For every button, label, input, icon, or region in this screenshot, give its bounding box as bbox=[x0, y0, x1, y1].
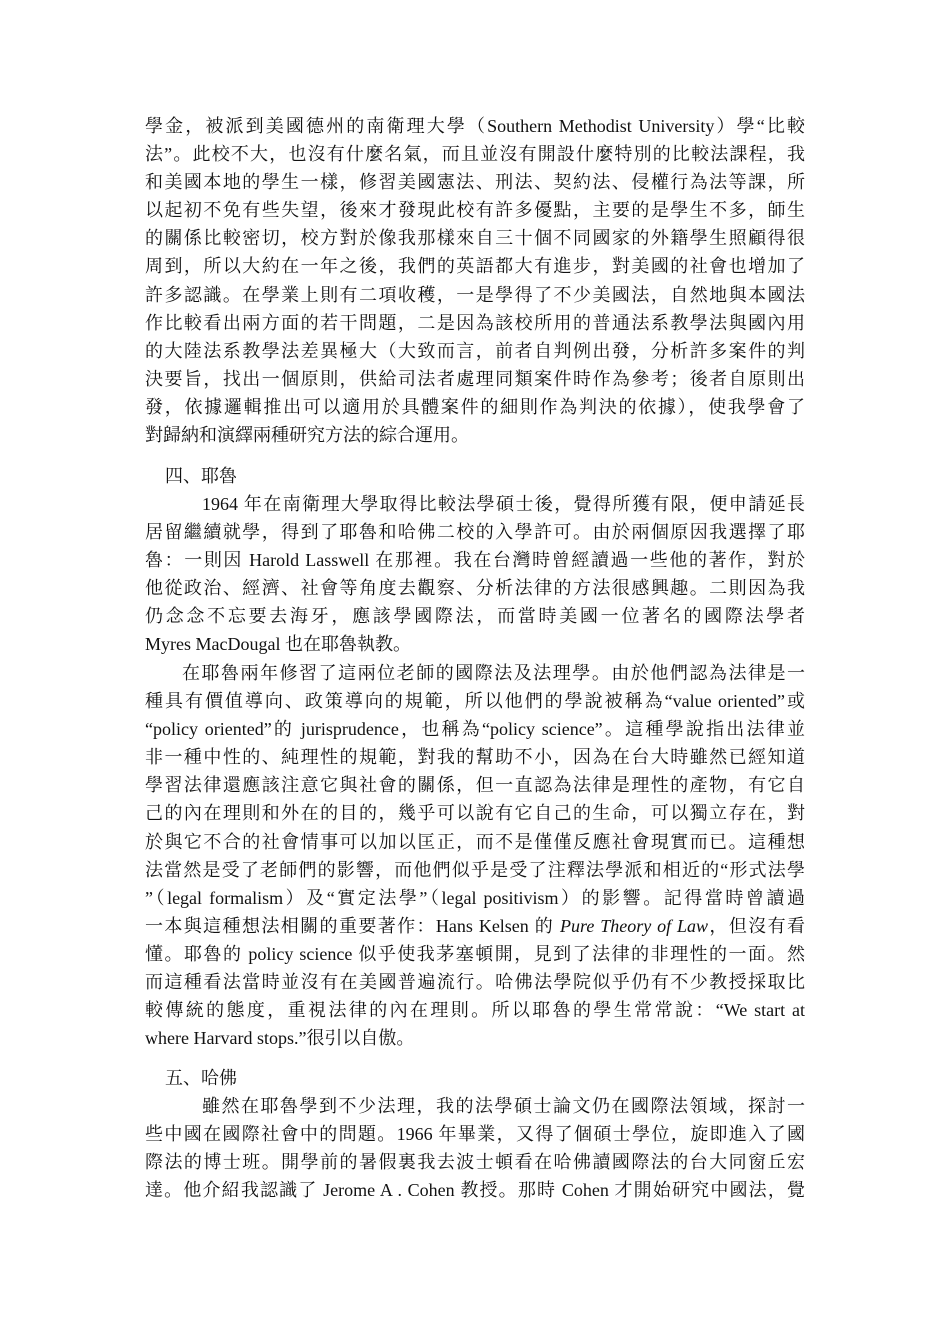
section4-paragraph-1 bbox=[145, 490, 805, 659]
text-line: 種具有價值導向、政策導向的規範，所以他們的學說被稱為“value oriented”或 bbox=[145, 691, 805, 712]
text-line: 作比較看出兩方面的若干問題，二是因為該校所用的普通法系教學法與國內用 bbox=[145, 312, 805, 333]
text-line: 些中國在國際社會中的問題。1966 年畢業，又得了個碩士學位，旋即進入了國 bbox=[145, 1124, 805, 1145]
text-line: 周到，所以大約在一年之後，我們的英語都大有進步，對美國的社會也增加了 bbox=[145, 256, 805, 277]
text-line: 懂。耶魯的 policy science 似乎使我茅塞頓開，見到了法律的非理性的一面。然 bbox=[145, 943, 805, 964]
text-line: 許多認識。在學業上則有二項收穫，一是學得了不少美國法，自然地與本國法 bbox=[145, 284, 805, 305]
book-title: Pure Theory of Law bbox=[560, 915, 709, 936]
text-line-kelsen bbox=[145, 912, 805, 940]
text-line: 法當然是受了老師們的影響，而他們似乎是受了注釋法學派和相近的“形式法學 bbox=[145, 859, 805, 880]
text-line: 在耶魯兩年修習了這兩位老師的國際法及法理學。由於他們認為法律是一 bbox=[182, 663, 805, 683]
text-line: where Harvard stops.”很引以自傲。 bbox=[145, 1028, 415, 1049]
text-line: 達。他介紹我認識了 Jerome A . Cohen 教授。那時 Cohen 才開始研究中國法，覺 bbox=[145, 1180, 805, 1201]
text-line: 和美國本地的學生一樣，修習美國憲法、刑法、契約法、侵權行為法等課，所 bbox=[145, 172, 805, 193]
text-line: 1964 年在南衛理大學取得比較法學碩士後，覺得所獲有限，便申請延長 bbox=[202, 494, 805, 514]
text-fragment: ，但沒有看 bbox=[708, 915, 806, 936]
paragraph-intro bbox=[145, 112, 805, 449]
text-line: 雖然在耶魯學到不少法理，我的法學碩士論文仍在國際法領域，探討一 bbox=[202, 1096, 805, 1116]
text-line: 而這種看法當時並沒有在美國普遍流行。哈佛法學院似乎仍有不少教授採取比 bbox=[145, 972, 805, 993]
text-line: “policy oriented”的 jurisprudence，也稱為“policy science”。這種學說指出法律並 bbox=[145, 719, 805, 740]
text-line: 非一種中性的、純理性的規範，對我的幫助不小，因為在台大時雖然已經知道 bbox=[145, 747, 805, 768]
text-line: 魯：一則因 Harold Lasswell 在那裡。我在台灣時曾經讀過一些他的著作，對於 bbox=[145, 550, 805, 571]
text-line: 際法的博士班。開學前的暑假裏我去波士頓看在哈佛讀國際法的台大同窗丘宏 bbox=[145, 1152, 805, 1173]
section-heading-harvard: 五、哈佛 bbox=[165, 1068, 237, 1088]
text-line: 仍念念不忘要去海牙，應該學國際法，而當時美國一位著名的國際法學者 bbox=[145, 606, 805, 627]
text-line: 發，依據邏輯推出可以適用於具體案件的細則作為判決的依據），使我學會了 bbox=[145, 396, 805, 417]
text-line: 他從政治、經濟、社會等角度去觀察、分析法律的方法很感興趣。二則因為我 bbox=[145, 578, 805, 599]
text-line: 決要旨，找出一個原則，供給司法者處理同類案件時作為參考；後者自原則出 bbox=[145, 368, 805, 389]
text-line: 的關係比較密切，校方對於像我那樣來自三十個不同國家的外籍學生照顧得很 bbox=[145, 228, 805, 249]
text-line: 於與它不合的社會情事可以加以匡正，而不是僅僅反應社會現實而已。這種想 bbox=[145, 831, 805, 852]
text-line: 學金，被派到美國德州的南衛理大學（Southern Methodist University）學“比較 bbox=[145, 116, 805, 136]
text-line: 較傳統的態度，重視法律的內在理則。所以耶魯的學生常常說：“We start at bbox=[145, 1000, 805, 1021]
section4-paragraph-2 bbox=[145, 659, 805, 1052]
section5-paragraph-1 bbox=[145, 1092, 805, 1204]
text-line: 對歸納和演繹兩種研究方法的綜合運用。 bbox=[145, 425, 469, 446]
text-line: 以起初不免有些失望，後來才發現此校有許多優點，主要的是學生不多，師生 bbox=[145, 200, 805, 221]
text-line: 法”。此校不大，也沒有什麼名氣，而且並沒有開設什麼特別的比較法課程，我 bbox=[145, 144, 805, 165]
text-fragment: 一本與這種想法相關的重要著作：Hans Kelsen 的 bbox=[145, 915, 560, 936]
text-line: Myres MacDougal 也在耶魯執教。 bbox=[145, 634, 411, 655]
text-line: ”（legal formalism）及“實定法學”（legal positivism）的影響。記得當時曾讀過 bbox=[145, 887, 805, 908]
text-line: 己的內在理則和外在的目的，幾乎可以說有它自己的生命，可以獨立存在，對 bbox=[145, 803, 805, 824]
text-line: 居留繼續就學，得到了耶魯和哈佛二校的入學許可。由於兩個原因我選擇了耶 bbox=[145, 522, 805, 543]
text-line: 的大陸法系教學法差異極大（大致而言，前者自判例出發，分析許多案件的判 bbox=[145, 340, 805, 361]
section-heading-yale: 四、耶魯 bbox=[165, 466, 237, 486]
text-line: 學習法律還應該注意它與社會的關係，但一直認為法律是理性的產物，有它自 bbox=[145, 775, 805, 796]
